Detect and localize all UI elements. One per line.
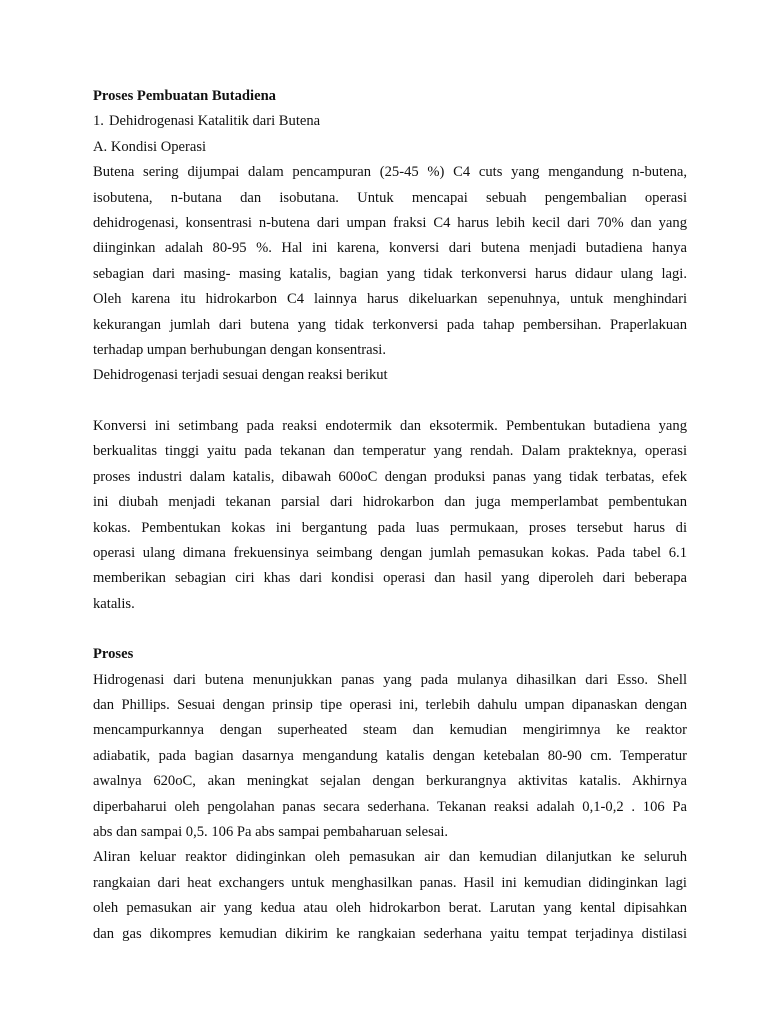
text-line: operasi ulang dimana frekuensinya seimbang dengan jumlah pemasukan kokas. Pada tabel 6.1: [93, 544, 687, 561]
text-line: ini diubah menjadi tekanan parsial dari hidrokarbon dan juga memperlambat pembentukan: [93, 494, 687, 511]
text-line: dan Phillips. Sesuai dengan prinsip tipe operasi ini, terlebih dahulu umpan dipanaskan dengan: [93, 696, 687, 713]
text-line: kokas. Pembentukan kokas ini bergantung pada luas permukaan, proses tersebut harus di: [93, 519, 687, 536]
blank-line: [93, 617, 687, 642]
text-line: kekurangan jumlah dari butena yang tidak terkonversi pada tahap pembersihan. Praperlakuan: [93, 316, 687, 333]
paragraph-kondisi-operasi: [93, 160, 687, 363]
text-line: proses industri dalam katalis, dibawah 600oC dengan produksi panas yang tidak terbatas, efek: [93, 468, 687, 485]
text-line: katalis.: [93, 595, 135, 612]
text-line: Konversi ini setimbang pada reaksi endotermik dan eksotermik. Pembentukan butadiena yang: [93, 417, 687, 434]
section-number: 1.: [93, 113, 104, 130]
text-line: Hidrogenasi dari butena menunjukkan panas yang pada mulanya dihasilkan dari Esso. Shell: [93, 671, 687, 688]
text-line: sebagian dari masing- masing katalis, bagian yang tidak terkonversi harus didaur ulang lagi.: [93, 265, 687, 282]
text-line: diinginkan adalah 80-95 %. Hal ini karena, konversi dari butena menjadi butadiena hanya: [93, 240, 687, 257]
text-line: Aliran keluar reaktor didinginkan oleh pemasukan air dan kemudian dilanjutkan ke seluruh: [93, 849, 687, 866]
text-line: mencampurkannya dengan superheated steam dan kemudian mengirimnya ke reaktor: [93, 722, 687, 739]
text-line: abs dan sampai 0,5. 106 Pa abs sampai pembaharuan selesai.: [93, 823, 449, 840]
text-line: rangkaian dari heat exchangers untuk menghasilkan panas. Hasil ini kemudian didinginkan lagi: [93, 874, 687, 891]
paragraph-proses: [93, 668, 687, 846]
text-line: adiabatik, pada bagian dasarnya mengandung katalis dengan ketebalan 80-90 cm. Temperatur: [93, 747, 687, 764]
section-heading: [93, 109, 687, 134]
text-line: awalnya 620oC, akan meningkat sejalan dengan berkurangnya aktivitas katalis. Akhirnya: [93, 773, 687, 790]
text-line: Oleh karena itu hidrokarbon C4 lainnya harus dikeluarkan sepenuhnya, untuk menghindari: [93, 291, 687, 308]
subsection-title: A. Kondisi Operasi: [93, 138, 207, 155]
document-page: [93, 84, 687, 947]
text-line: terhadap umpan berhubungan dengan konsentrasi.: [93, 342, 387, 359]
text-line: Butena sering dijumpai dalam pencampuran (25-45 %) C4 cuts yang mengandung n-butena,: [93, 164, 687, 181]
blank-line: [93, 389, 687, 414]
text-line: diperbaharui oleh pengolahan panas secara sederhana. Tekanan reaksi adalah 0,1-0,2 . 106 Pa: [93, 798, 687, 815]
text-line: memberikan sebagian ciri khas dari kondisi operasi dan hasil yang diperoleh dari beberapa: [93, 570, 687, 587]
text-line: isobutena, n-butana dan isobutana. Untuk mencapai sebuah pengembalian operasi: [93, 189, 687, 206]
section-title: Dehidrogenasi Katalitik dari Butena: [109, 113, 321, 130]
reaction-intro: Dehidrogenasi terjadi sesuai dengan reaksi berikut: [93, 367, 388, 384]
heading-proses: Proses: [93, 646, 134, 663]
text-line: dan gas dikompres kemudian dikirim ke rangkaian sederhana yaitu tempat terjadinya distilasi: [93, 925, 687, 942]
paragraph-aliran: [93, 845, 687, 947]
paragraph-konversi: [93, 414, 687, 617]
text-line: dehidrogenasi, konsentrasi n-butena dari umpan fraksi C4 harus lebih kecil dari 70% dan yang: [93, 215, 687, 232]
document-title: Proses Pembuatan Butadiena: [93, 88, 276, 104]
text-line: oleh pemasukan air yang kedua atau oleh hidrokarbon berat. Larutan yang kental dipisahkan: [93, 900, 687, 917]
text-line: berkualitas tinggi yaitu pada tekanan dan temperatur yang rendah. Dalam prakteknya, operasi: [93, 443, 687, 460]
